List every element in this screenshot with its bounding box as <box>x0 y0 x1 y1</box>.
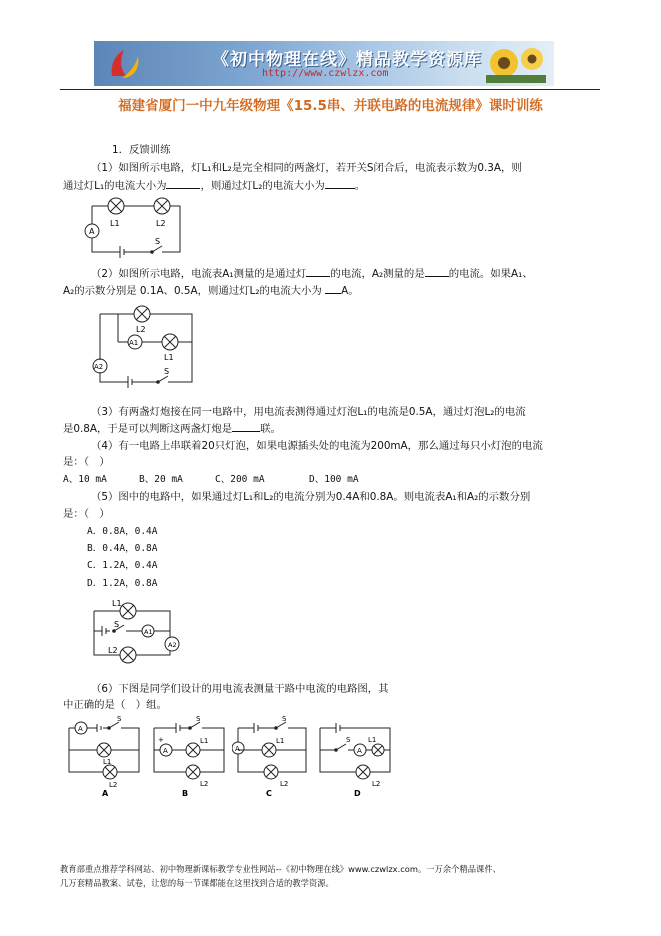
header-rule <box>60 89 600 90</box>
q2-text-e: A。 <box>341 285 359 297</box>
l2-label: L2 <box>109 781 118 789</box>
site-logo-icon <box>104 46 144 82</box>
q5-line1: （5）图中的电路中，如果通过灯L₁和L₂的电流分别为0.4A和0.8A。则电流表A₁和A₂的示数分别 <box>91 491 531 503</box>
diagram-label-b: B <box>182 789 189 798</box>
svg-text:+: + <box>158 736 164 744</box>
l1-label: L1 <box>112 599 122 608</box>
q4-line2: 是：（ ） <box>63 456 110 468</box>
switch-label: S <box>346 736 351 744</box>
q5-option-a[interactable]: A．0.8A，0.4A <box>87 526 158 537</box>
q1-line2 <box>63 178 365 193</box>
ammeter-label: A <box>78 725 83 733</box>
l2-label: L2 <box>108 646 118 655</box>
q3-line2 <box>63 421 281 436</box>
q5-option-c[interactable]: C．1.2A，0.4A <box>87 560 158 571</box>
switch-label: S <box>164 367 170 376</box>
q1-blank-1[interactable] <box>166 178 200 189</box>
switch-label: S <box>155 237 161 246</box>
site-url[interactable]: http://www.czwlzx.com <box>262 68 389 79</box>
q6-line2: 中正确的是（ ）组。 <box>63 699 167 711</box>
q2-text-a: （2）如图所示电路，电流表A₁测量的是通过灯 <box>91 268 307 280</box>
site-name: 《初中物理在线》精品教学资源库 <box>212 50 482 70</box>
q1-text-b: ，则通过灯L₂的电流大小为 <box>200 180 325 192</box>
l1-label: L1 <box>164 353 174 362</box>
l1-label: L1 <box>103 758 112 766</box>
q2-text-d: A₂的示数分别是 0.1A、0.5A，则通过灯L₂的电流大小为 <box>63 285 322 297</box>
q4-option-a[interactable]: A、10 mA <box>63 474 107 485</box>
l1-label: L1 <box>110 219 120 228</box>
q2-text-b: 的电流，A₂测量的是 <box>330 268 425 280</box>
ammeter-label: A <box>89 227 95 236</box>
q1-blank-2[interactable] <box>325 178 355 189</box>
q2-line2 <box>63 283 359 298</box>
page-title: 福建省厦门一中九年级物理《15.5串、并联电路的电流规律》课时训练 <box>118 98 543 114</box>
q5-circuit-diagram <box>90 597 190 665</box>
l1-label: L1 <box>200 737 209 745</box>
a2-label: A2 <box>168 641 177 649</box>
diagram-label-d: D <box>354 789 361 798</box>
ammeter-label: A <box>163 747 168 755</box>
q5-option-b[interactable]: B．0.4A，0.8A <box>87 543 158 554</box>
q1-text-a: 通过灯L₁的电流大小为 <box>63 180 167 192</box>
q2-line1 <box>91 266 533 281</box>
a2-label: A2 <box>94 363 104 371</box>
q6-option-c-diagram <box>232 716 312 798</box>
q4-option-d[interactable]: D、100 mA <box>309 474 359 485</box>
l1-label: L1 <box>276 737 285 745</box>
q6-line1: （6）下图是同学们设计的用电流表测量干路中电流的电路图，其 <box>91 683 389 695</box>
q4-option-c[interactable]: C、200 mA <box>215 474 265 485</box>
switch-label: S <box>282 716 287 723</box>
q3-blank[interactable] <box>232 421 260 432</box>
ammeter-label: A <box>235 745 240 753</box>
q2-circuit-diagram <box>88 302 198 390</box>
q5-line2: 是：（ ） <box>63 508 110 520</box>
l1-label: L1 <box>368 736 377 744</box>
header-banner <box>94 41 554 86</box>
l2-label: L2 <box>200 780 209 788</box>
q1-text-c: 。 <box>354 180 366 192</box>
footer-line-2: 几万套精品教案、试卷，让您的每一节课都能在这里找到合适的教学资源。 <box>60 878 334 888</box>
switch-label: S <box>117 716 122 723</box>
q3-text-a: 是0.8A，于是可以判断这两盏灯炮是 <box>63 423 233 435</box>
switch-label: S <box>114 620 120 629</box>
q5-option-d[interactable]: D．1.2A，0.8A <box>87 578 158 589</box>
q3-text-b: 联。 <box>260 423 281 435</box>
diagram-label-a: A <box>102 789 109 798</box>
q2-blank-2[interactable] <box>425 266 449 277</box>
q2-text-c: 的电流。如果A₁、 <box>448 268 533 280</box>
q3-line1: （3）有两盏灯炮接在同一电路中，用电流表测得通过灯泡L₁的电流是0.5A，通过灯泡L₂的电流 <box>91 406 526 418</box>
a1-label: A1 <box>129 339 139 347</box>
q1-line1: （1）如图所示电路，灯L₁和L₂是完全相同的两盏灯，若开关S闭合后，电流表示数为0.3A，则 <box>91 162 522 174</box>
q6-option-b-diagram <box>150 716 230 798</box>
a1-label: A1 <box>144 628 153 636</box>
section-heading: 1．反馈训练 <box>112 144 171 156</box>
l2-label: L2 <box>280 780 289 788</box>
l2-label: L2 <box>136 325 146 334</box>
q1-circuit-diagram <box>76 194 186 258</box>
q4-option-b[interactable]: B、20 mA <box>139 474 183 485</box>
ammeter-label: A <box>357 747 362 755</box>
diagram-label-c: C <box>266 789 272 798</box>
l2-label: L2 <box>156 219 166 228</box>
q6-option-a-diagram <box>65 716 145 798</box>
sunflower-icon <box>486 45 546 83</box>
l2-label: L2 <box>372 780 381 788</box>
footer-line-1: 教育部重点推荐学科网站、初中物理新课标教学专业性网站--《初中物理在线》www.czwlzx.com。一万余个精品课件、 <box>60 864 501 874</box>
q6-option-d-diagram <box>316 716 396 798</box>
q4-line1: （4）有一电路上串联着20只灯泡，如果电源插头处的电流为200mA，那么通过每只小灯泡的电流 <box>91 440 543 452</box>
switch-label: S <box>196 716 201 723</box>
q2-blank-1[interactable] <box>306 266 330 277</box>
q2-blank-3[interactable] <box>325 283 341 294</box>
